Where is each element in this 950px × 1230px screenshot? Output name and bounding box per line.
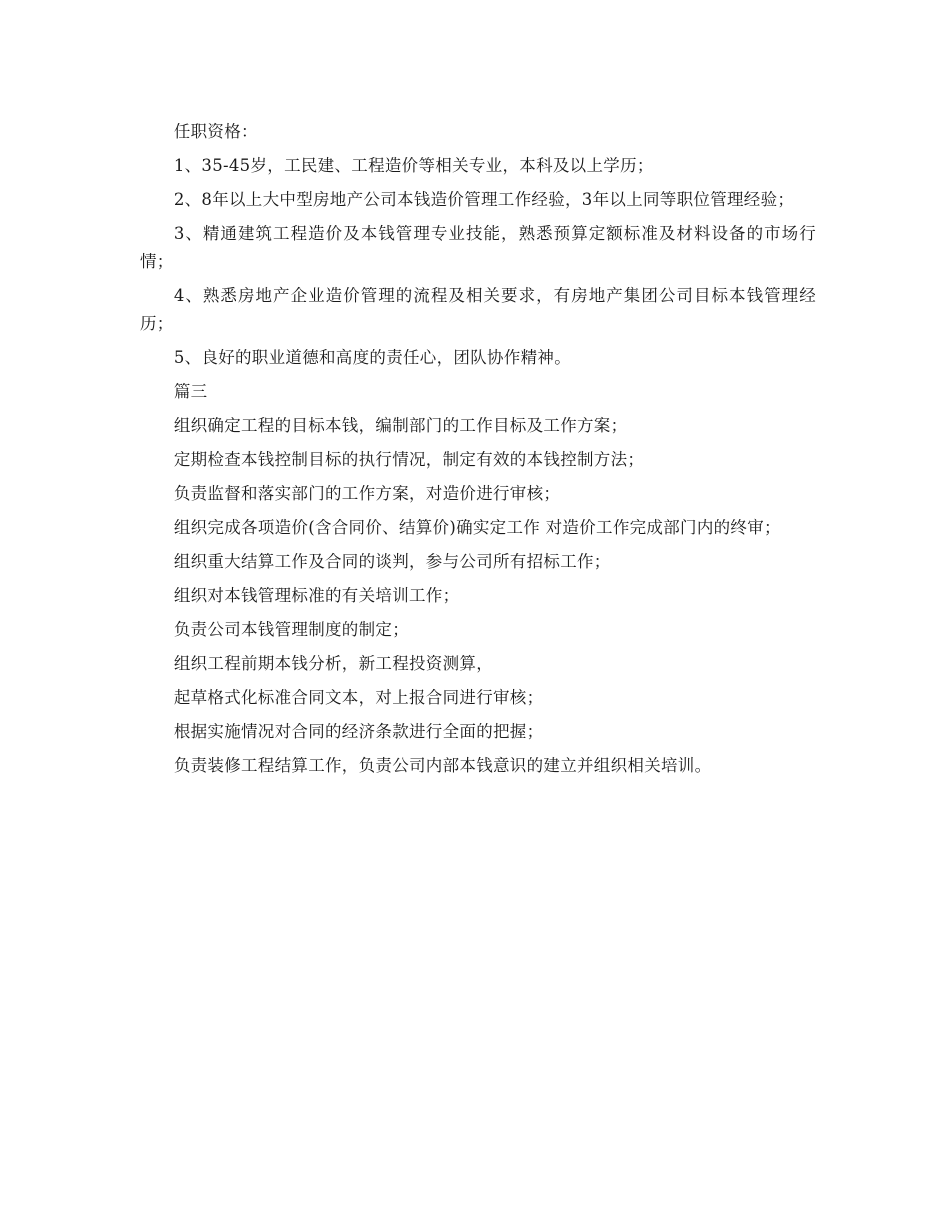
qualification-item: 4、熟悉房地产企业造价管理的流程及相关要求，有房地产集团公司目标本钱管理经历；	[140, 286, 816, 333]
duty-item: 定期检查本钱控制目标的执行情况，制定有效的本钱控制方法；	[173, 450, 645, 469]
document-body	[140, 118, 816, 786]
duty-item: 组织工程前期本钱分析，新工程投资测算，	[173, 654, 494, 673]
section-heading: 篇三	[173, 382, 208, 401]
qualification-item: 3、精通建筑工程造价及本钱管理专业技能，熟悉预算定额标准及材料设备的市场行情；	[140, 224, 816, 271]
qualification-item: 1、35-45岁，工民建、工程造价等相关专业，本科及以上学历；	[173, 156, 654, 175]
qualification-item: 2、8年以上大中型房地产公司本钱造价管理工作经验，3年以上同等职位管理经验；	[173, 190, 795, 209]
duty-item: 起草格式化标准合同文本，对上报合同进行审核；	[173, 688, 544, 707]
duty-item: 组织重大结算工作及合同的谈判，参与公司所有招标工作；	[173, 552, 611, 571]
duty-item: 组织完成各项造价(含合同价、结算价)确实定工作 对造价工作完成部门内的终审；	[173, 518, 781, 537]
duty-item: 负责装修工程结算工作，负责公司内部本钱意识的建立并组织相关培训。	[173, 756, 712, 775]
duty-item: 负责公司本钱管理制度的制定；	[173, 620, 410, 639]
duty-item: 组织对本钱管理标准的有关培训工作；	[173, 586, 460, 605]
qualification-item: 5、良好的职业道德和高度的责任心，团队协作精神。	[173, 348, 572, 367]
duty-item: 组织确定工程的目标本钱，编制部门的工作目标及工作方案；	[173, 416, 628, 435]
duty-item: 根据实施情况对合同的经济条款进行全面的把握；	[173, 722, 544, 741]
qualifications-heading: 任职资格：	[173, 122, 258, 141]
duty-item: 负责监督和落实部门的工作方案，对造价进行审核；	[173, 484, 561, 503]
